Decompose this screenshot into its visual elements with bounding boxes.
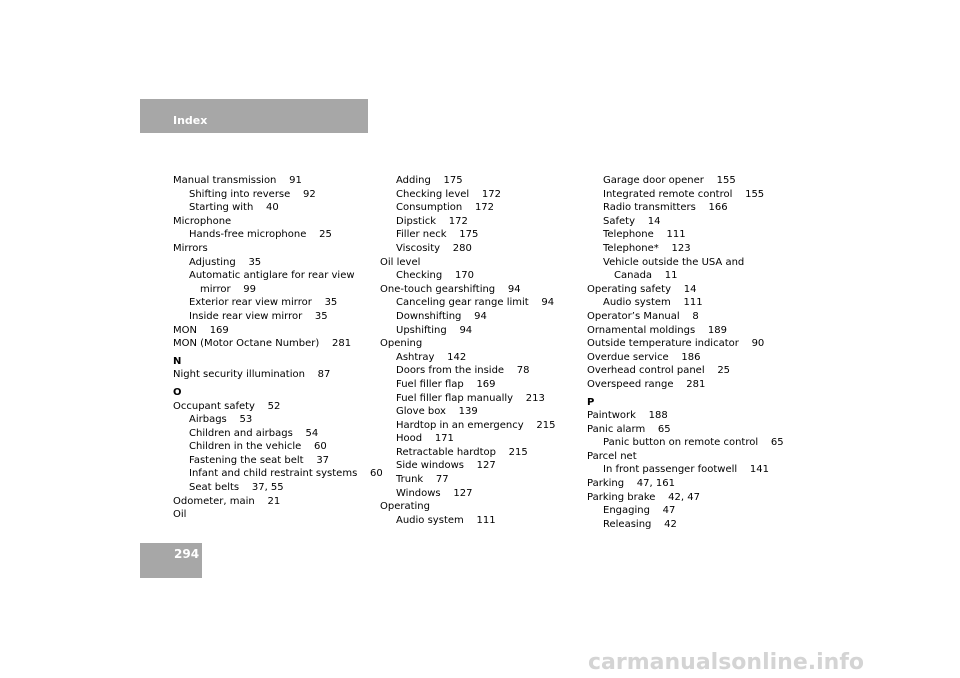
index-entry: Integrated remote control 155 (603, 188, 765, 200)
index-entry: Parcel net (587, 450, 637, 462)
index-entry: Releasing 42 (603, 518, 677, 530)
index-entry: Oil level (380, 256, 421, 268)
index-entry: Outside temperature indicator 90 (587, 338, 765, 350)
index-column-1 (173, 174, 383, 522)
index-entry: Parking brake 42, 47 (587, 491, 700, 503)
watermark: carmanualsonline.info (588, 650, 864, 675)
index-entry: Children in the vehicle 60 (189, 441, 327, 453)
index-entry: Adding 175 (396, 175, 463, 186)
index-entry: Checking level 172 (396, 188, 501, 200)
index-entry: Panic button on remote control 65 (603, 437, 784, 449)
index-entry: Audio system 111 (396, 514, 496, 526)
index-entry: Viscosity 280 (396, 242, 472, 254)
index-entry: Safety 14 (603, 215, 661, 227)
index-entry: Panic alarm 65 (587, 423, 671, 435)
page-number-box (140, 543, 202, 578)
header-bar (140, 99, 368, 133)
index-entry: MON (Motor Octane Number) 281 (173, 338, 352, 350)
index-entry: Odometer, main 21 (173, 495, 281, 507)
index-entry: Inside rear view mirror 35 (189, 310, 328, 322)
index-entry: Side windows 127 (396, 460, 496, 472)
index-entry: Starting with 40 (189, 202, 279, 214)
index-entry: MON 169 (173, 324, 229, 336)
index-entry: Occupant safety 52 (173, 400, 281, 412)
index-entry: Windows 127 (396, 487, 473, 499)
index-entry: Microphone (173, 215, 232, 227)
index-entry: Shifting into reverse 92 (189, 188, 316, 200)
index-entry: Glove box 139 (396, 406, 478, 418)
index-entry: Engaging 47 (603, 505, 676, 517)
index-entry: Audio system 111 (603, 297, 703, 309)
index-entry: Hands-free microphone 25 (189, 229, 332, 241)
index-letter-heading: O (173, 386, 182, 398)
index-entry: Airbags 53 (189, 414, 253, 426)
index-entry: Downshifting 94 (396, 310, 487, 322)
index-entry: Retractable hardtop 215 (396, 446, 528, 458)
index-entry: Mirrors (173, 242, 208, 254)
index-entry: Fastening the seat belt 37 (189, 454, 330, 466)
index-entry: Vehicle outside the USA and (603, 256, 745, 268)
index-entry: Filler neck 175 (396, 229, 479, 241)
index-entry: Parking 47, 161 (587, 478, 675, 490)
index-entry: Consumption 172 (396, 202, 495, 214)
index-entry: Infant and child restraint systems 60 (189, 468, 383, 480)
index-entry: Automatic antiglare for rear view (189, 270, 355, 282)
index-entry: Exterior rear view mirror 35 (189, 297, 338, 309)
index-entry: Operating safety 14 (587, 283, 697, 295)
index-entry: Children and airbags 54 (189, 427, 319, 439)
index-entry: Telephone 111 (603, 229, 686, 241)
index-entry: Adjusting 35 (189, 256, 262, 268)
index-entry: Telephone* 123 (603, 242, 691, 254)
index-entry: Doors from the inside 78 (396, 365, 530, 377)
index-entry: Fuel filler flap manually 213 (396, 392, 545, 404)
index-column-2 (380, 174, 580, 527)
index-entry: Overspeed range 281 (587, 378, 706, 390)
index-entry: Manual transmission 91 (173, 175, 302, 186)
index-entry: Operator’s Manual 8 (587, 310, 699, 322)
index-entry: Opening (380, 338, 423, 350)
index-entry: Overdue service 186 (587, 351, 701, 363)
index-letter-heading: P (587, 396, 595, 408)
index-entry: Night security illumination 87 (173, 369, 331, 381)
index-entry: Garage door opener 155 (603, 175, 736, 186)
index-entry: Operating (380, 501, 430, 513)
index-letter-heading: N (173, 355, 182, 367)
page-number: 294 (174, 547, 200, 561)
index-entry: Trunk 77 (396, 474, 449, 486)
index-entry: Checking 170 (396, 270, 475, 282)
index-entry: In front passenger footwell 141 (603, 464, 769, 476)
index-entry: Canceling gear range limit 94 (396, 297, 555, 309)
index-entry: Dipstick 172 (396, 215, 468, 227)
index-entry: Ashtray 142 (396, 351, 467, 363)
index-entry: Seat belts 37, 55 (189, 482, 284, 494)
index-entry: Hood 171 (396, 433, 454, 445)
index-entry: Oil (173, 509, 187, 521)
index-entry: Fuel filler flap 169 (396, 378, 496, 390)
index-entry: mirror 99 (200, 283, 257, 295)
index-column-3 (587, 174, 797, 531)
index-entry: Radio transmitters 166 (603, 202, 728, 214)
index-entry: Paintwork 188 (587, 410, 668, 422)
index-entry: Hardtop in an emergency 215 (396, 419, 556, 431)
index-entry: One-touch gearshifting 94 (380, 283, 521, 295)
index-entry: Ornamental moldings 189 (587, 324, 727, 336)
index-entry: Canada 11 (614, 270, 678, 282)
index-entry: Upshifting 94 (396, 324, 473, 336)
index-entry: Overhead control panel 25 (587, 365, 731, 377)
page-title: Index (173, 114, 208, 127)
